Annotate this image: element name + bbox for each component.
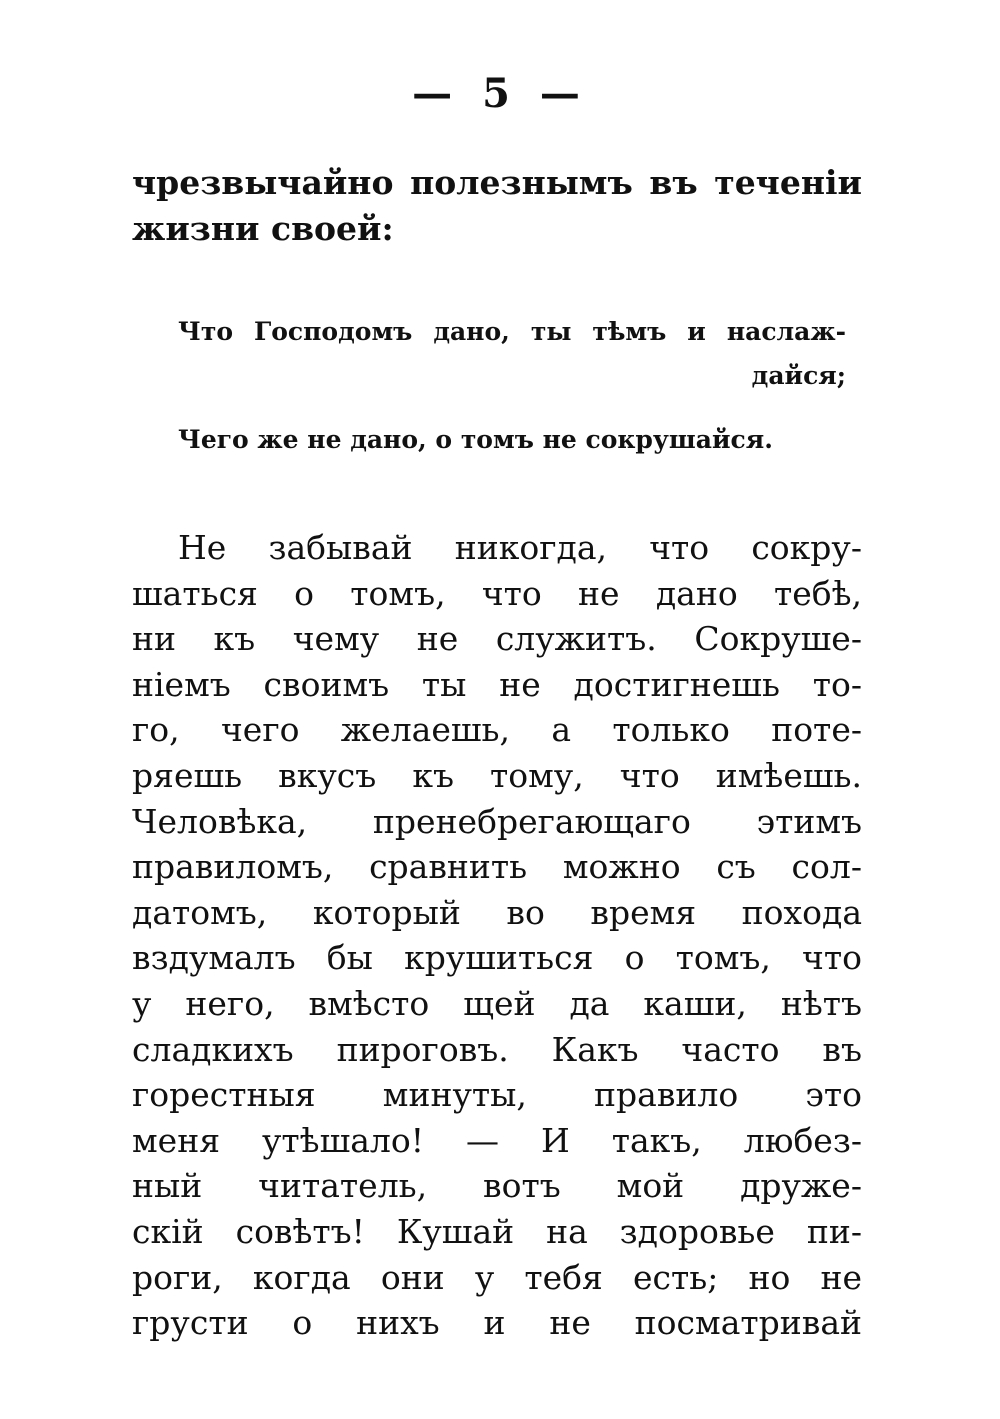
text-line: чрезвычайно полезнымъ въ теченіи	[132, 163, 862, 202]
text-line: грусти о нихъ и не посматривай	[132, 1303, 862, 1343]
text-line: датомъ, который во время похода	[132, 892, 862, 932]
text-line: скій совѣтъ! Кушай на здоровье пи-	[132, 1211, 862, 1251]
verse-line: дайся;	[751, 361, 846, 390]
page-number: — 5 —	[412, 70, 588, 117]
text-line: ни къ чему не служитъ. Сокруше-	[132, 619, 862, 659]
text-line: Не забывай никогда, что сокру-	[178, 528, 862, 567]
text-line: горестныя минуты, правило это	[132, 1075, 862, 1115]
text-line: меня утѣшало! — И такъ, любез-	[132, 1120, 862, 1160]
text-line: го, чего желаешь, а только поте-	[132, 710, 862, 750]
text-line: ный читатель, вотъ мой друже-	[132, 1166, 862, 1206]
text-line: жизни своей:	[132, 209, 394, 248]
text-line: ніемъ своимъ ты не достигнешь то-	[132, 664, 862, 704]
text-line: роги, когда они у тебя есть; но не	[132, 1257, 862, 1297]
text-line: сладкихъ пироговъ. Какъ часто въ	[132, 1029, 862, 1069]
text-line: у него, вмѣсто щей да каши, нѣтъ	[132, 983, 862, 1023]
body-paragraph	[132, 525, 862, 1346]
verse-line: Чего же не дано, о томъ не сокрушайся.	[178, 425, 773, 454]
verse-quote	[178, 310, 846, 462]
text-line: правиломъ, сравнить можно съ сол-	[132, 847, 862, 887]
intro-paragraph	[132, 160, 862, 252]
verse-line: Что Господомъ дано, ты тѣмъ и наслаж-	[178, 317, 846, 346]
text-line: Человѣка, пренебрегающаго этимъ	[132, 801, 862, 841]
text-line: шаться о томъ, что не дано тебѣ,	[132, 573, 862, 613]
text-line: ряешь вкусъ къ тому, что имѣешь.	[132, 755, 862, 795]
text-line: вздумалъ бы крушиться о томъ, что	[132, 938, 862, 978]
